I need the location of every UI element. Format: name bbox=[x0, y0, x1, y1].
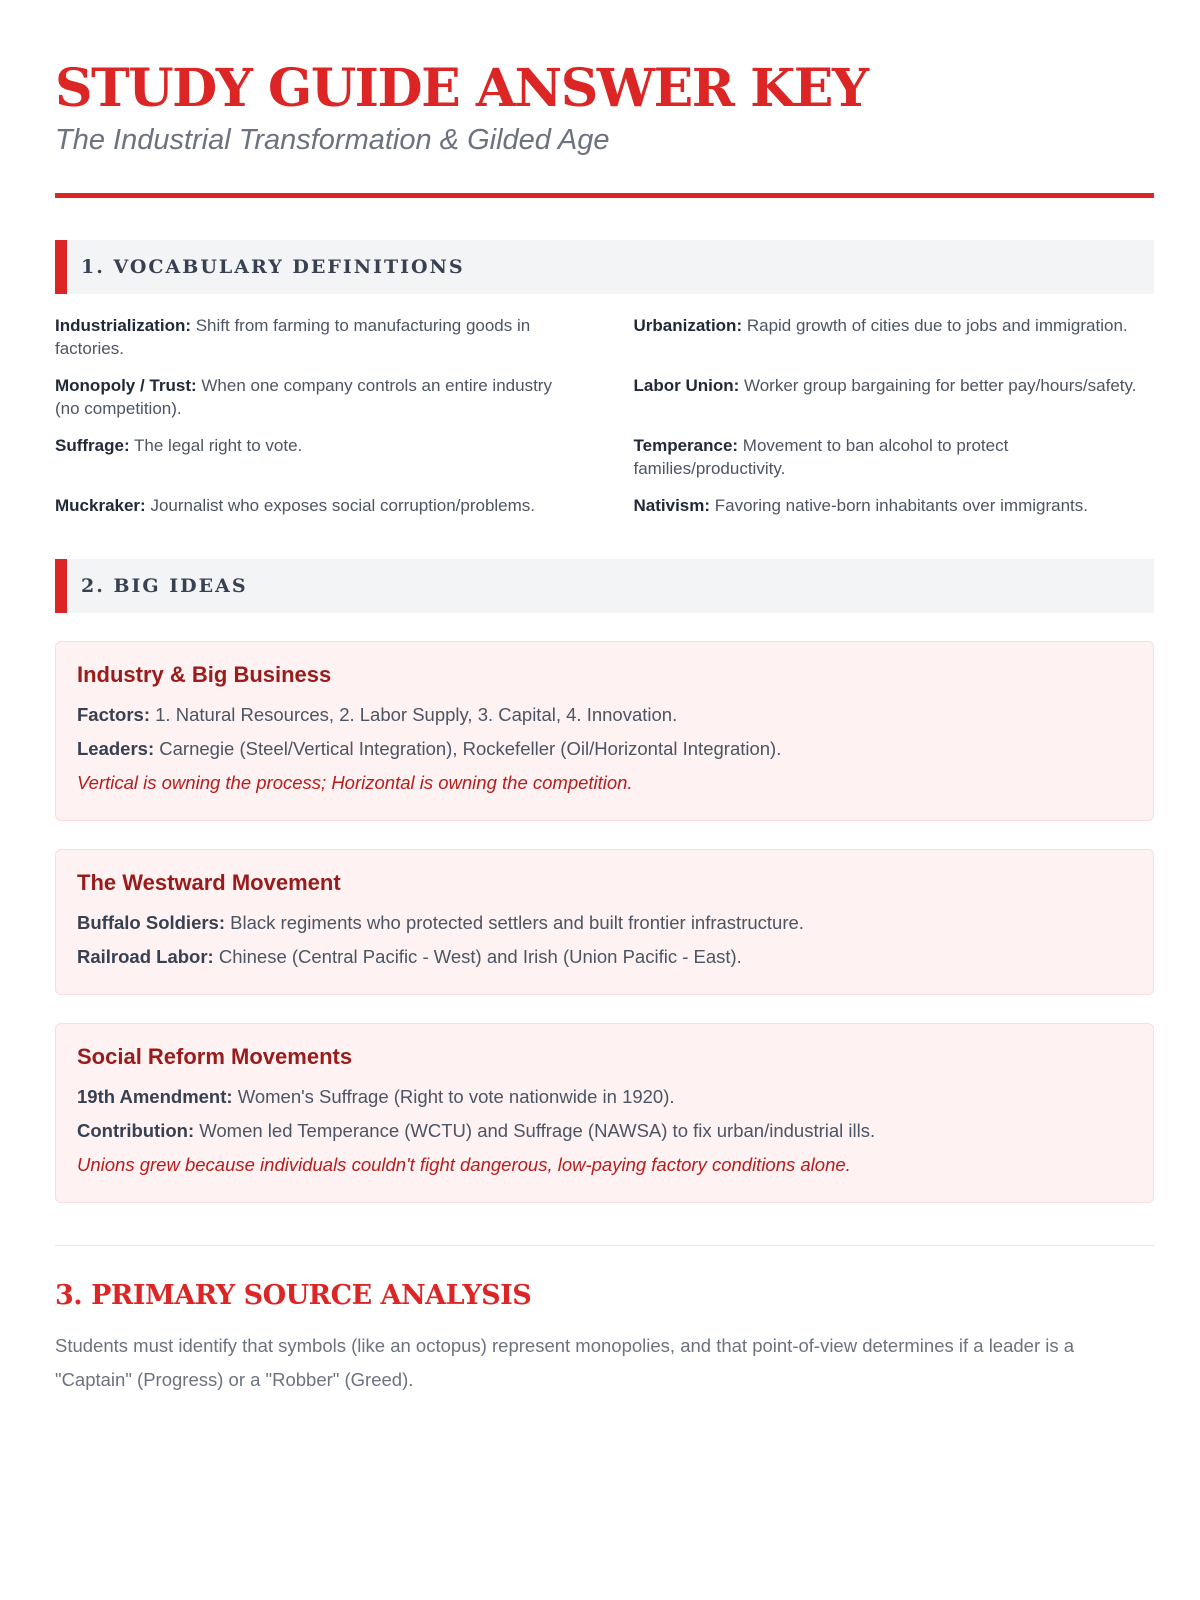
vocab-item bbox=[55, 314, 576, 360]
card-title: Industry & Big Business bbox=[77, 662, 332, 687]
page-subtitle: The Industrial Transformation & Gilded Age bbox=[55, 124, 610, 156]
section-divider bbox=[55, 1245, 1154, 1246]
card-title: Social Reform Movements bbox=[77, 1044, 353, 1069]
title-divider bbox=[55, 193, 1154, 198]
card-line-text: Women's Suffrage (Right to vote nationwide in 1920). bbox=[232, 1086, 675, 1107]
card-line bbox=[77, 1114, 1131, 1148]
vocab-term: Industrialization: bbox=[55, 316, 191, 335]
vocab-def: Movement to ban alcohol to protect families/productivity. bbox=[633, 436, 1009, 478]
card-line bbox=[77, 940, 1131, 974]
vocab-def: Favoring native-born inhabitants over immigrants. bbox=[710, 496, 1088, 515]
vocab-item bbox=[55, 374, 576, 420]
vocab-item bbox=[55, 494, 576, 517]
vocab-term: Temperance: bbox=[633, 436, 739, 455]
vocab-item bbox=[634, 494, 1155, 517]
vocab-def: Journalist who exposes social corruption/problems. bbox=[145, 496, 536, 515]
vocab-def: The legal right to vote. bbox=[129, 436, 303, 455]
card-line-text: Women led Temperance (WCTU) and Suffrage (NAWSA) to fix urban/industrial ills. bbox=[194, 1120, 876, 1141]
card-note: Vertical is owning the process; Horizontal is owning the competition. bbox=[77, 772, 633, 793]
card-line bbox=[77, 906, 1131, 940]
card-line bbox=[77, 732, 1131, 766]
card-line-label: Buffalo Soldiers: bbox=[77, 912, 226, 933]
card-line-label: 19th Amendment: bbox=[77, 1086, 233, 1107]
card-line-label: Factors: bbox=[77, 704, 150, 725]
card-line-text: Carnegie (Steel/Vertical Integration), Rockefeller (Oil/Horizontal Integration). bbox=[154, 738, 782, 759]
big-idea-card-westward bbox=[55, 849, 1154, 995]
vocab-def: Worker group bargaining for better pay/hours/safety. bbox=[739, 376, 1137, 395]
big-idea-card-industry bbox=[55, 641, 1154, 821]
vocab-def: Shift from farming to manufacturing goods in factories. bbox=[55, 316, 531, 358]
vocab-term: Urbanization: bbox=[633, 316, 743, 335]
card-title: The Westward Movement bbox=[77, 870, 341, 895]
vocab-grid bbox=[55, 314, 1154, 517]
primary-source-text: Students must identify that symbols (like an octopus) represent monopolies, and that point-of-view determines if a leader is a "Captain" (Progress) or a "Robber" (Greed). bbox=[55, 1335, 1075, 1390]
vocab-def: Rapid growth of cities due to jobs and immigration. bbox=[742, 316, 1128, 335]
vocab-term: Muckraker: bbox=[55, 496, 146, 515]
vocab-item bbox=[634, 314, 1155, 360]
vocab-term: Suffrage: bbox=[55, 436, 130, 455]
card-line-label: Contribution: bbox=[77, 1120, 195, 1141]
primary-source-heading: 3. PRIMARY SOURCE ANALYSIS bbox=[55, 1280, 532, 1311]
card-note: Unions grew because individuals couldn't fight dangerous, low-paying factory conditions alone. bbox=[77, 1154, 851, 1175]
card-line bbox=[77, 698, 1131, 732]
vocab-item bbox=[634, 374, 1155, 420]
card-line-text: Chinese (Central Pacific - West) and Irish (Union Pacific - East). bbox=[213, 946, 742, 967]
vocab-term: Monopoly / Trust: bbox=[55, 376, 197, 395]
big-idea-card-social-reform bbox=[55, 1023, 1154, 1203]
vocab-term: Nativism: bbox=[633, 496, 711, 515]
card-line-text: Black regiments who protected settlers and built frontier infrastructure. bbox=[225, 912, 804, 933]
big-ideas-section-heading: 2. BIG IDEAS bbox=[55, 559, 1154, 613]
card-line bbox=[77, 1080, 1131, 1114]
vocab-item bbox=[55, 434, 576, 480]
vocab-item bbox=[634, 434, 1155, 480]
page-title: STUDY GUIDE ANSWER KEY bbox=[55, 58, 868, 119]
vocab-section-heading: 1. VOCABULARY DEFINITIONS bbox=[55, 240, 1154, 294]
card-line-text: 1. Natural Resources, 2. Labor Supply, 3. Capital, 4. Innovation. bbox=[150, 704, 678, 725]
vocab-term: Labor Union: bbox=[633, 376, 740, 395]
vocab-def: When one company controls an entire industry (no competition). bbox=[55, 376, 552, 418]
card-line-label: Leaders: bbox=[77, 738, 155, 759]
card-line-label: Railroad Labor: bbox=[77, 946, 214, 967]
